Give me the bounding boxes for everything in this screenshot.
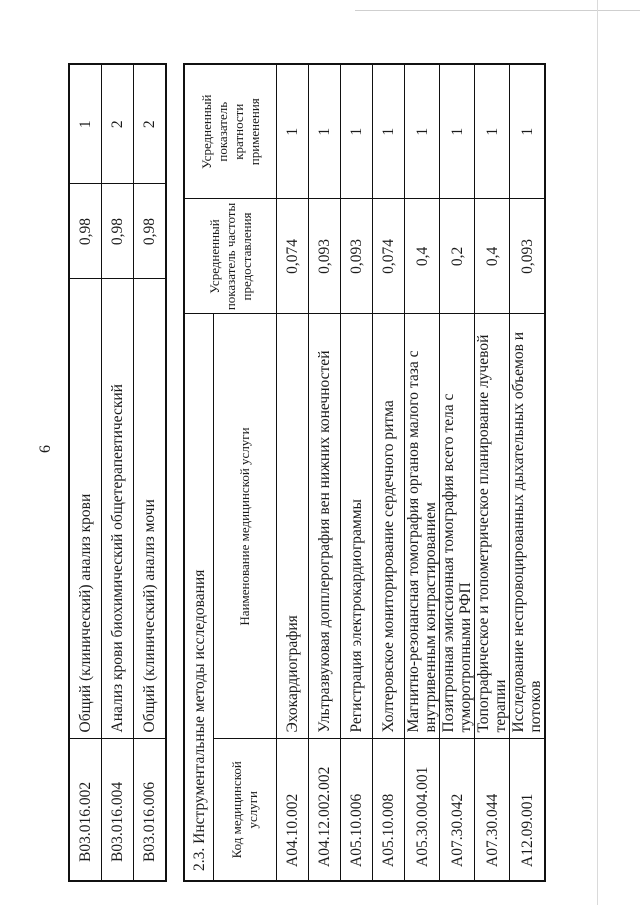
header-line: услуги [245,790,260,829]
service-code: А04.10.002 [277,739,309,881]
service-name [309,314,341,739]
header-line: Усредненный [206,219,222,294]
service-name-line: Холтеровское мониторирование сердечного ритма [380,400,397,733]
header-line: применения [246,98,262,166]
service-name: Общий (клинический) анализ мочи [134,279,167,739]
header-line: Наименование медицинской услуги [237,427,252,626]
frequency-value: 0,2 [440,199,475,314]
service-name-line: Магнитно-резонансная томография органов малого таза с [405,350,422,733]
service-code: А05.10.008 [373,739,405,881]
service-code: В03.016.002 [69,739,102,881]
service-code: А05.30.004.001 [405,739,440,881]
multiplicity-value: 1 [405,64,440,199]
multiplicity-value: 1 [341,64,373,199]
service-code: В03.016.006 [134,739,167,881]
frequency-value: 0,98 [69,184,102,279]
service-name-line: Позитронная эмиссионная томография всего тела с [440,393,457,733]
header-line: Усредненный [198,94,214,169]
header-line: кратности [230,103,246,160]
service-name [405,314,440,739]
header-line: Код медицинской [229,761,244,859]
frequency-value: 0,074 [373,199,405,314]
service-code: А12.09.001 [510,739,546,881]
table-row [510,64,546,881]
table-row [309,64,341,881]
multiplicity-value: 1 [69,64,102,184]
service-name [475,314,510,739]
section-title: 2.3. Инструментальные методы исследования [184,314,214,881]
multiplicity-value: 1 [309,64,341,199]
service-code: А07.30.042 [440,739,475,881]
service-name-line: Эхокардиография [284,615,301,733]
service-name-line: терапии [492,679,509,733]
header-line: показатель частоты [222,202,238,311]
header-code [214,739,277,881]
service-name: Общий (клинический) анализ крови [69,279,102,739]
multiplicity-value: 1 [373,64,405,199]
multiplicity-value: 2 [102,64,134,184]
service-name-line: Топографическое и топометрическое планирование лучевой [475,334,492,733]
multiplicity-value: 1 [510,64,546,199]
header-line: показатель [214,101,230,162]
multiplicity-value: 1 [475,64,510,199]
frequency-value: 0,98 [102,184,134,279]
frequency-value: 0,093 [341,199,373,314]
table-row [277,64,309,881]
frequency-value: 0,4 [405,199,440,314]
service-name-line: Регистрация электрокардиограммы [348,499,365,733]
service-name: Анализ крови биохимический общетерапевтический [102,279,134,739]
service-name-line: внутривенным контрастированием [422,502,439,733]
service-name-line: потоков [527,680,544,733]
service-name [373,314,405,739]
frequency-value: 0,093 [510,199,546,314]
header-name [214,314,277,739]
multiplicity-value: 2 [134,64,167,184]
instrumental-methods-table [183,63,546,882]
service-name [510,314,546,739]
table-row [405,64,440,881]
service-code: В03.016.004 [102,739,134,881]
service-name [341,314,373,739]
table-row [102,64,134,881]
service-name-line: Исследование неспровоцированных дыхательных объемов и [510,331,527,733]
table-row [373,64,405,881]
service-code: А07.30.044 [475,739,510,881]
section-row [184,64,214,881]
lab-tests-table-body [69,64,166,881]
header-multiplicity [184,64,277,199]
lab-tests-table [68,63,167,882]
page-number: 6 [37,445,54,453]
frequency-value: 0,4 [475,199,510,314]
header-frequency [184,199,277,314]
service-name [440,314,475,739]
service-name [277,314,309,739]
table-row [341,64,373,881]
header-line: предоставления [238,212,254,301]
table-row [69,64,102,881]
multiplicity-value: 1 [440,64,475,199]
service-name-line: Ультразвуковая допплерография вен нижних конечностей [316,350,333,733]
service-code: А04.12.002.002 [309,739,341,881]
multiplicity-value: 1 [277,64,309,199]
frequency-value: 0,074 [277,199,309,314]
table-row [134,64,167,881]
frequency-value: 0,093 [309,199,341,314]
service-code: А05.10.006 [341,739,373,881]
instrumental-methods-table-body [184,64,545,881]
frequency-value: 0,98 [134,184,167,279]
table-row [440,64,475,881]
service-name-line: туморотропными РФП [457,582,474,733]
table-row [475,64,510,881]
